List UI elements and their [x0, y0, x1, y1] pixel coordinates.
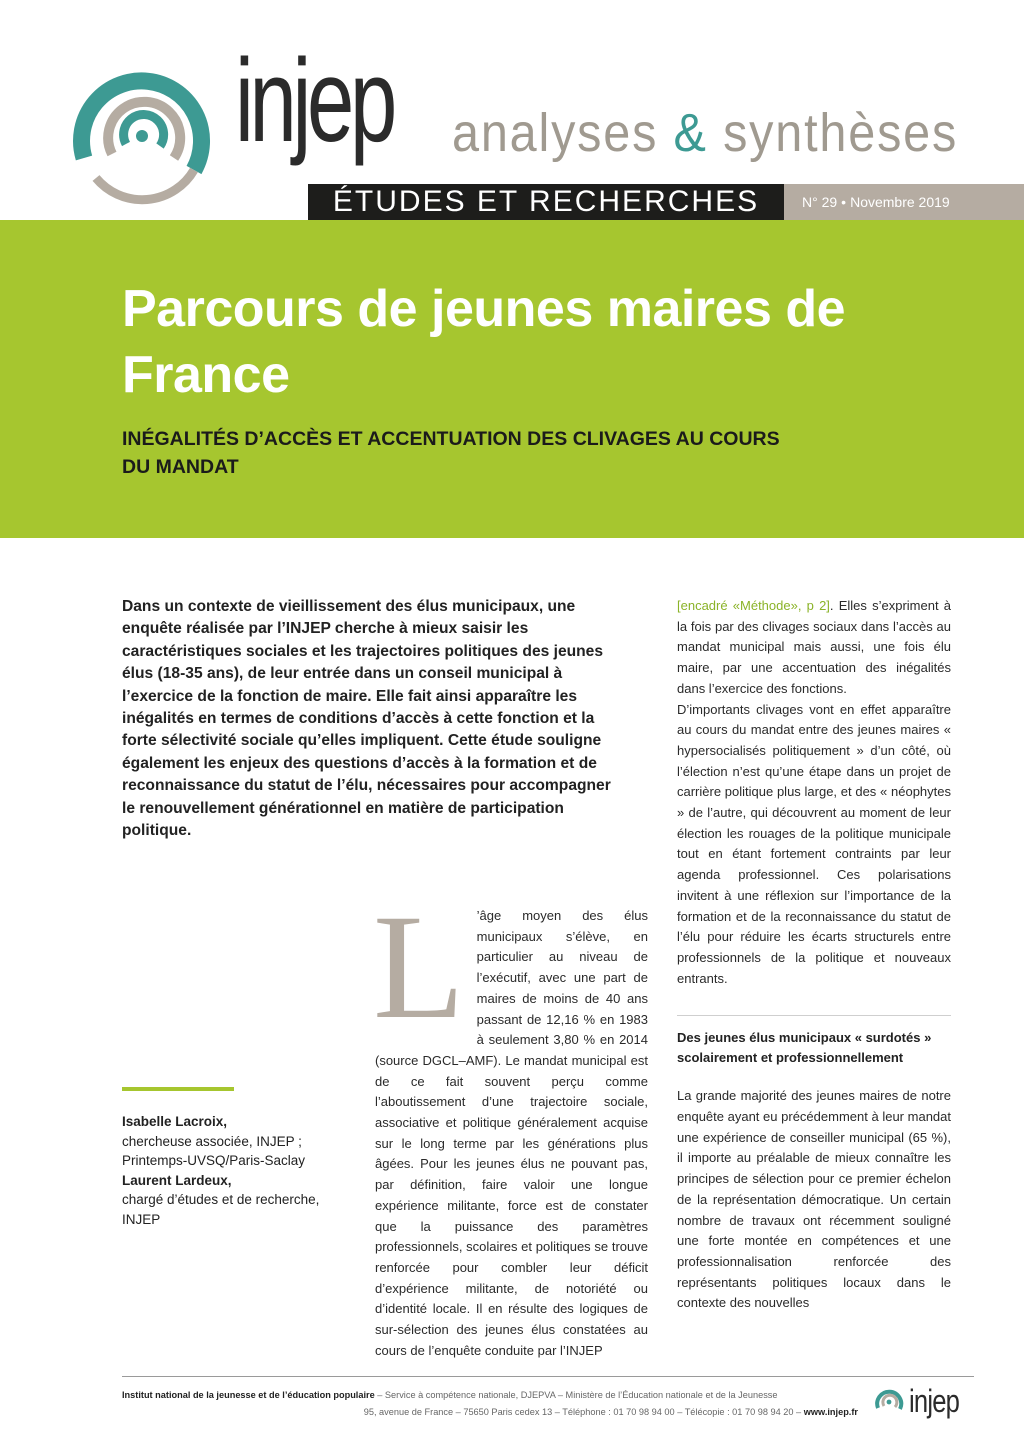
body-text: . Elles s’expriment à la fois par des clivages sociaux dans l’accès au mandat municipal mais aussi, une fois élu maire, par une accentuation des inégalités dans l’exercice des fonctions. [677, 598, 951, 696]
separator-dot: • [841, 194, 847, 210]
body-column-middle [373, 884, 648, 1361]
footer-address [122, 1387, 862, 1421]
authors-divider [122, 1087, 234, 1091]
injep-logo-icon [873, 1386, 905, 1418]
page-subtitle: INÉGALITÉS D’ACCÈS ET ACCENTUATION DES CLIVAGES AU COURS DU MANDAT [122, 428, 780, 478]
footer-wordmark: injep [909, 1383, 960, 1419]
collection-name [452, 103, 959, 163]
brand-wordmark: injep [235, 35, 393, 167]
website-link[interactable]: www.injep.fr [803, 1407, 858, 1417]
body-paragraph: ’âge moyen des élus municipaux s’élève, en particulier au niveau de l’exécutif, avec une part de maires de moins de 40 ans passant de 12,16 % en 1983 à seulement 3,80 % en 2014 (source DGCL–AMF). Le mandat municipal est de ce fait souvent perçu comme l’aboutissement d’une trajectoire sociale, associative et politique généralement acquise sur le long terme par les générations plus âgées. Pour les jeunes élus ne pouvant pas, par définition, faire valoir une longue expérience militante, force est de constater que la puissance des paramètres professionnels, scolaires et politiques se trouve renforcée pour combler leur déficit d’expérience militante, de notoriété ou d’identité locale. Il en résulte des logiques de sur-sélection des jeunes élus constatées au cours de l’enquête conduite par l’INJEP [375, 908, 648, 1358]
collection-word-syntheses: synthèses [723, 103, 959, 163]
issue-date: Novembre 2019 [850, 194, 950, 210]
author-affiliation: chercheuse associée, INJEP ; Printemps-UVSQ/Paris-Saclay [122, 1133, 306, 1168]
body-paragraph: La grande majorité des jeunes maires de notre enquête ayant eu précédemment à leur mandat une expérience de conseiller municipal (65 %), il importe au préalable de mieux connaître les principes de sélection pour ce premier échelon de la représentation démocratique. Un certain nombre de travaux ont récemment souligné une forte montée en compétences et une professionnalisation renforcée des représentants politiques locaux dans le contexte des nouvelles [677, 1088, 951, 1311]
lead-paragraph: Dans un contexte de vieillissement des élus municipaux, une enquête réalisée par l’INJEP cherche à mieux saisir les caractéristiques sociales et les trajectoires politiques des jeunes élus (18-35 ans), de leur entrée dans un conseil municipal à l’exercice de la fonction de maire. Elle fait ainsi apparaître les inégalités en termes de conditions d’accès à cette fonction et la forte sélectivité sociale qu’elles impliquent. Cette étude souligne également les enjeux des questions d’accès à la formation et de reconnaissance du statut de l’élu, nécessaires pour accompagner le renouvellement générationnel en matière de participation politique. [122, 598, 611, 840]
collection-ampersand: & [673, 103, 708, 163]
author-affiliation: chargé d’études et de recherche, INJEP [122, 1192, 320, 1227]
footer-line-1: – Service à compétence nationale, DJEPVA – Ministère de l’Éducation nationale et de la Jeunesse [374, 1390, 778, 1400]
collection-word-analyses: analyses [452, 103, 659, 163]
body-paragraph [677, 596, 951, 700]
author-name: Laurent Lardeux, [122, 1172, 232, 1188]
section-heading: Des jeunes élus municipaux « surdotés » scolairement et professionnellement [677, 1030, 932, 1066]
issue-number: N° 29 [802, 194, 838, 210]
injep-logo-mark [66, 58, 216, 208]
footer-organization: Institut national de la jeunesse et de l’éducation populaire [122, 1390, 375, 1400]
method-box-reference[interactable]: [encadré «Méthode», p 2] [677, 598, 830, 613]
body-paragraph: D’importants clivages vont en effet apparaître au cours du mandat entre des jeunes maires « hypersocialisés politiquement » d’un côté, où l’élection n’est qu’une étape dans un projet de carrière politique plus large, et des « néophytes » de l’autre, qui découvrent au moment de leur élection les rouages de la politique municipale tout en étant fortement contraints par leur agenda professionnel. Ces polarisations invitent à une réflexion sur l’importance de la formation et de la reconnaissance du statut de l’élu pour réduire les écarts structurels entre professionnels de la politique et nouveaux entrants. [677, 701, 951, 986]
footer-line-2 [122, 1404, 862, 1421]
body-column-right [677, 596, 951, 1314]
series-banner: ÉTUDES ET RECHERCHES [308, 184, 784, 220]
author-name: Isabelle Lacroix, [122, 1114, 228, 1129]
footer-divider [122, 1376, 974, 1377]
section-divider [677, 1015, 951, 1016]
issue-banner [784, 184, 1024, 220]
footer-contact: 95, avenue de France – 75650 Paris cedex 13 – Téléphone : 01 70 98 94 00 – Télécopie : 01 70 98 94 20 – [363, 1407, 804, 1417]
page-title: Parcours de jeunes maires de France [122, 280, 846, 404]
drop-cap: L [373, 884, 465, 1050]
authors-block [122, 1112, 337, 1229]
footer-logo [873, 1382, 983, 1422]
